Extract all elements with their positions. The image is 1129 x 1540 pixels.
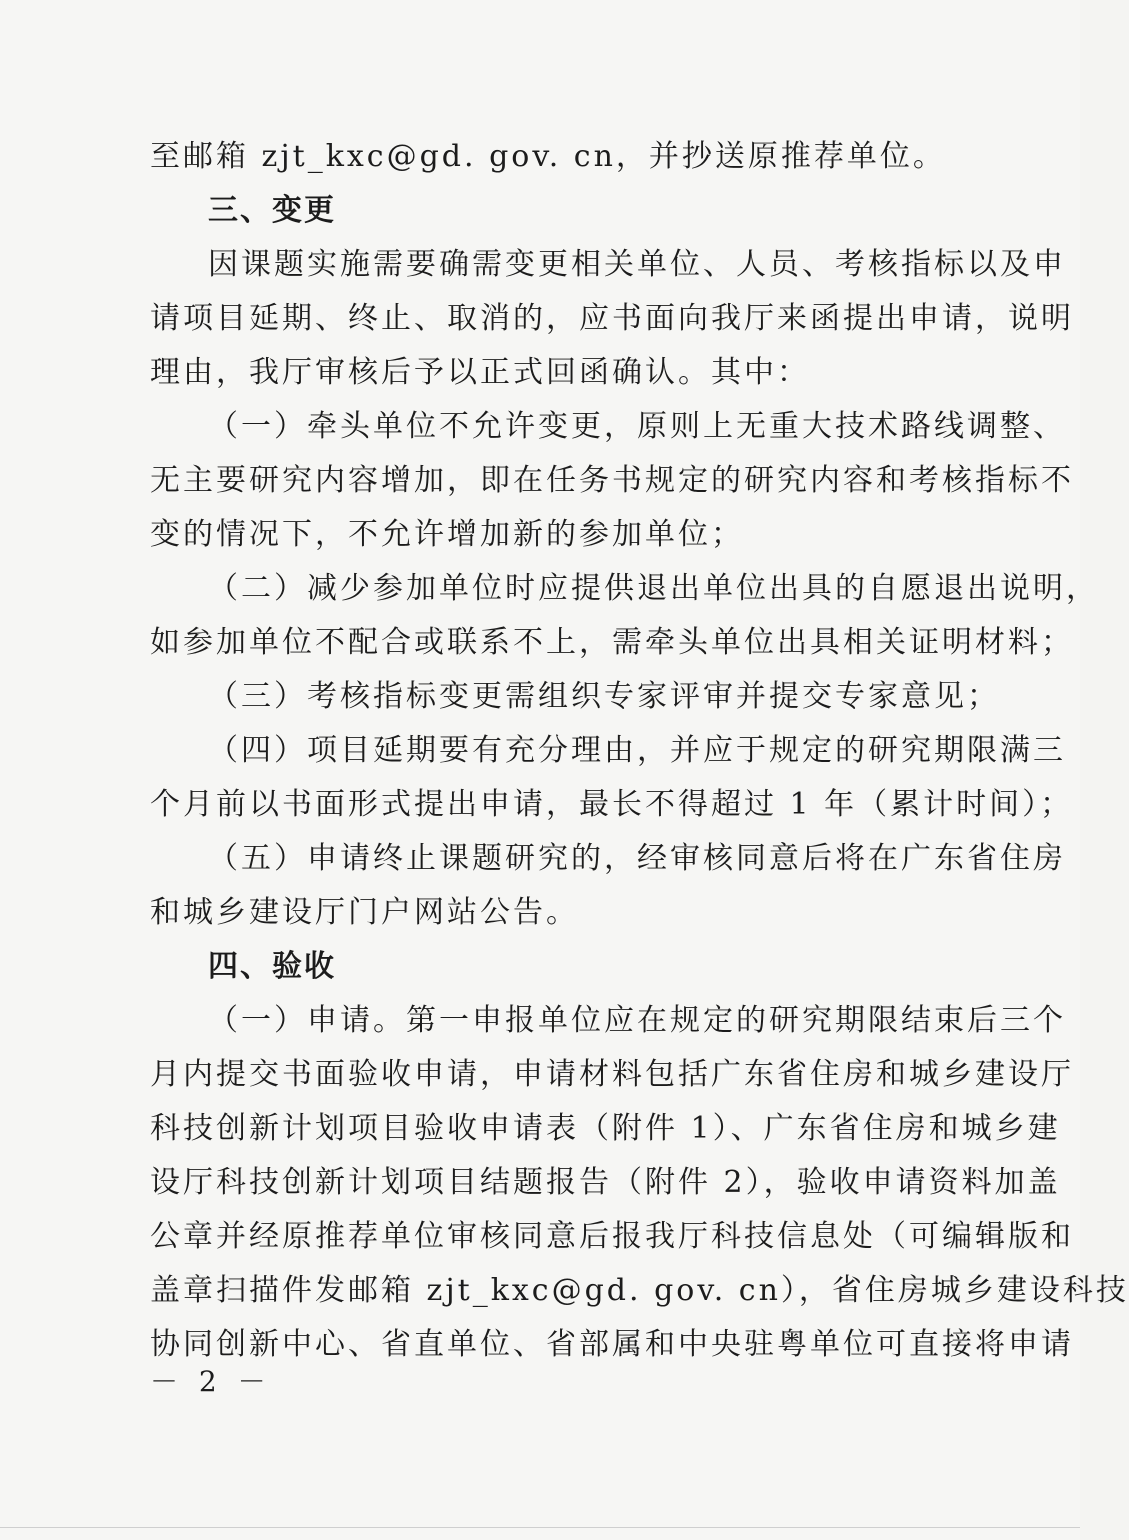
page-number: － 2 － — [150, 1365, 272, 1398]
text-line: 至邮箱 zjt_kxc@gd. gov. cn，并抄送原推荐单位。 — [150, 139, 946, 174]
text-line: 科技创新计划项目验收申请表（附件 1）、广东省住房和城乡建 — [150, 1111, 1061, 1146]
section-heading-acceptance: 四、验收 — [208, 949, 336, 984]
text-line: 公章并经原推荐单位审核同意后报我厅科技信息处（可编辑版和 — [150, 1219, 1074, 1254]
section-heading-change: 三、变更 — [208, 193, 336, 228]
text-line: （一）牵头单位不允许变更，原则上无重大技术路线调整、 — [208, 409, 1066, 444]
text-line: 理由，我厅审核后予以正式回函确认。其中： — [150, 355, 810, 390]
text-line: 请项目延期、终止、取消的，应书面向我厅来函提出申请，说明 — [150, 301, 1074, 336]
text-line: 如参加单位不配合或联系不上，需牵头单位出具相关证明材料； — [150, 625, 1074, 660]
text-line: 设厅科技创新计划项目结题报告（附件 2），验收申请资料加盖 — [150, 1165, 1061, 1200]
text-line: （四）项目延期要有充分理由，并应于规定的研究期限满三 — [208, 733, 1066, 768]
text-line: （三）考核指标变更需组织专家评审并提交专家意见； — [208, 679, 1000, 714]
text-line: 因课题实施需要确需变更相关单位、人员、考核指标以及申 — [208, 247, 1066, 282]
text-line: （一）申请。第一申报单位应在规定的研究期限结束后三个 — [208, 1003, 1066, 1038]
text-line: 协同创新中心、省直单位、省部属和中央驻粤单位可直接将申请 — [150, 1327, 1074, 1362]
text-line: （五）申请终止课题研究的，经审核同意后将在广东省住房 — [208, 841, 1066, 876]
text-line: 无主要研究内容增加，即在任务书规定的研究内容和考核指标不 — [150, 463, 1074, 498]
text-line: 变的情况下，不允许增加新的参加单位； — [150, 517, 744, 552]
scan-edge-divider — [0, 1527, 1080, 1528]
text-line: 盖章扫描件发邮箱 zjt_kxc@gd. gov. cn），省住房城乡建设科技 — [150, 1273, 1129, 1308]
text-line: 和城乡建设厅门户网站公告。 — [150, 895, 579, 930]
text-line: 月内提交书面验收申请，申请材料包括广东省住房和城乡建设厅 — [150, 1057, 1074, 1092]
text-line: 个月前以书面形式提出申请，最长不得超过 1 年（累计时间）； — [150, 787, 1074, 822]
text-line: （二）减少参加单位时应提供退出单位出具的自愿退出说明， — [208, 571, 1099, 606]
